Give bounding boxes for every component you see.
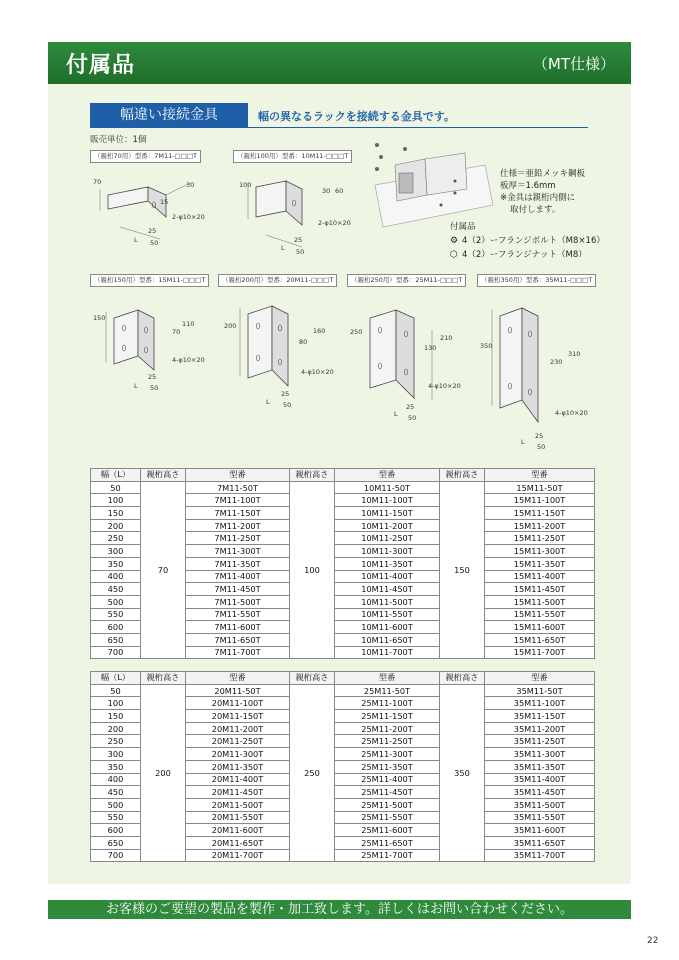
cell-height: 150 xyxy=(440,481,485,659)
bracket-drawing-70 xyxy=(90,165,230,250)
spec-note-2: 取付します。 xyxy=(510,205,561,215)
section-divider xyxy=(90,127,588,128)
cell-model: 20M11-250T xyxy=(186,735,290,748)
dim-c: 25 xyxy=(294,236,303,244)
cell-model: 35M11-350T xyxy=(485,760,595,773)
dim-b: 15 xyxy=(160,198,169,206)
cell-model: 7M11-350T xyxy=(186,557,290,570)
accessory-bolt: 4（2）ーフランジボルト（M8×16） xyxy=(462,236,605,246)
cell-model: 20M11-400T xyxy=(186,773,290,786)
cell-model: 25M11-100T xyxy=(335,697,440,710)
cell-model: 15M11-500T xyxy=(485,595,595,608)
cell-model: 15M11-50T xyxy=(485,481,595,494)
cell-model: 7M11-100T xyxy=(186,494,290,507)
cell-width: 100 xyxy=(91,697,141,710)
cell-model: 35M11-400T xyxy=(485,773,595,786)
col-width: 幅（L） xyxy=(91,469,141,482)
cell-model: 35M11-300T xyxy=(485,748,595,761)
bracket-drawing-150 xyxy=(100,300,220,395)
dim-l: L xyxy=(281,244,285,252)
dim-c: 25 xyxy=(281,390,290,398)
dim-a: 30 xyxy=(322,187,331,195)
cell-width: 50 xyxy=(91,481,141,494)
col-height: 親桁高さ xyxy=(290,469,335,482)
dim-hole: 4-φ10×20 xyxy=(172,356,205,364)
cell-model: 20M11-700T xyxy=(186,849,290,862)
col-height: 親桁高さ xyxy=(290,672,335,685)
cell-model: 10M11-600T xyxy=(335,621,440,634)
model-table-2 xyxy=(90,671,595,862)
table-row xyxy=(91,481,595,494)
cell-model: 35M11-700T xyxy=(485,849,595,862)
cell-model: 20M11-50T xyxy=(186,684,290,697)
dim-c: 25 xyxy=(406,403,415,411)
cell-model: 20M11-300T xyxy=(186,748,290,761)
cell-width: 50 xyxy=(91,684,141,697)
section-title: 幅違い接続金具 xyxy=(90,103,248,127)
cell-width: 150 xyxy=(91,710,141,723)
bolt-icon: ⚙ xyxy=(450,236,459,246)
cell-model: 35M11-650T xyxy=(485,836,595,849)
bracket-drawing-350 xyxy=(490,300,600,455)
cell-model: 7M11-150T xyxy=(186,507,290,520)
dim-c: 25 xyxy=(535,432,544,440)
dim-a: 110 xyxy=(182,320,195,328)
dim-d: 50 xyxy=(150,384,159,392)
cell-model: 10M11-50T xyxy=(335,481,440,494)
accessories-title: 付属品 xyxy=(450,222,476,232)
table-body xyxy=(91,684,595,862)
cell-model: 25M11-50T xyxy=(335,684,440,697)
cell-width: 600 xyxy=(91,824,141,837)
dim-height: 250 xyxy=(350,328,363,336)
bracket-drawing-250 xyxy=(360,300,470,425)
dim-hole: 4-φ10×20 xyxy=(555,409,588,417)
figure-label-150: （親桁150用）型番：15M11-□□□T xyxy=(90,274,209,287)
cell-model: 15M11-350T xyxy=(485,557,595,570)
footer-banner: お客様のご要望の製品を製作・加工致します。詳しくはお問い合わせください。 xyxy=(48,900,631,919)
cell-model: 25M11-200T xyxy=(335,722,440,735)
cell-model: 10M11-700T xyxy=(335,646,440,659)
dim-l: L xyxy=(521,438,525,446)
cell-width: 650 xyxy=(91,836,141,849)
dim-d: 50 xyxy=(537,443,546,451)
cell-model: 7M11-300T xyxy=(186,545,290,558)
page-header xyxy=(48,42,631,84)
cell-model: 20M11-100T xyxy=(186,697,290,710)
dim-d: 50 xyxy=(408,414,417,422)
cell-model: 25M11-300T xyxy=(335,748,440,761)
cell-model: 20M11-150T xyxy=(186,710,290,723)
cell-model: 15M11-250T xyxy=(485,532,595,545)
cell-width: 350 xyxy=(91,557,141,570)
dim-height: 70 xyxy=(93,178,102,186)
cell-width: 400 xyxy=(91,570,141,583)
spec-thickness: 板厚＝1.6mm xyxy=(500,181,556,191)
dim-l: L xyxy=(134,236,138,244)
cell-model: 15M11-650T xyxy=(485,633,595,646)
cell-width: 650 xyxy=(91,633,141,646)
cell-width: 700 xyxy=(91,646,141,659)
cell-model: 20M11-350T xyxy=(186,760,290,773)
cell-model: 7M11-650T xyxy=(186,633,290,646)
dim-a2: 230 xyxy=(550,358,563,366)
spec-tag: （MT仕様） xyxy=(532,55,615,73)
cell-model: 15M11-400T xyxy=(485,570,595,583)
col-model: 型番 xyxy=(485,469,595,482)
spec-block xyxy=(500,168,585,216)
cell-model: 15M11-550T xyxy=(485,608,595,621)
cell-model: 35M11-600T xyxy=(485,824,595,837)
table-body xyxy=(91,481,595,659)
figure-label-100: （親桁100用）型番：10M11-□□□T xyxy=(233,150,352,163)
cell-width: 600 xyxy=(91,621,141,634)
cell-width: 250 xyxy=(91,532,141,545)
cell-model: 20M11-550T xyxy=(186,811,290,824)
cell-height: 100 xyxy=(290,481,335,659)
cell-model: 35M11-100T xyxy=(485,697,595,710)
cell-model: 10M11-250T xyxy=(335,532,440,545)
cell-width: 550 xyxy=(91,811,141,824)
dim-d: 50 xyxy=(283,401,292,409)
cell-model: 35M11-150T xyxy=(485,710,595,723)
dim-c: 25 xyxy=(148,227,157,235)
dim-height: 100 xyxy=(239,181,252,189)
cell-model: 10M11-300T xyxy=(335,545,440,558)
figure-label-200: （親桁200用）型番：20M11-□□□T xyxy=(218,274,337,287)
cell-model: 35M11-50T xyxy=(485,684,595,697)
cell-model: 10M11-200T xyxy=(335,519,440,532)
cell-width: 250 xyxy=(91,735,141,748)
dim-l: L xyxy=(394,410,398,418)
cell-model: 7M11-50T xyxy=(186,481,290,494)
accessory-nut: 4（2）ーフランジナット（M8） xyxy=(462,250,587,260)
cell-model: 10M11-500T xyxy=(335,595,440,608)
cell-width: 150 xyxy=(91,507,141,520)
dim-height: 200 xyxy=(224,322,237,330)
figure-label-250: （親桁250用）型番：25M11-□□□T xyxy=(347,274,466,287)
cell-model: 10M11-350T xyxy=(335,557,440,570)
cell-model: 25M11-700T xyxy=(335,849,440,862)
cell-model: 7M11-600T xyxy=(186,621,290,634)
dim-a: 310 xyxy=(568,350,581,358)
cell-model: 25M11-250T xyxy=(335,735,440,748)
cell-model: 10M11-100T xyxy=(335,494,440,507)
dim-a2: 130 xyxy=(424,344,437,352)
cell-model: 7M11-550T xyxy=(186,608,290,621)
cell-model: 35M11-500T xyxy=(485,798,595,811)
dim-a2: 70 xyxy=(172,328,181,336)
dim-l: L xyxy=(266,398,270,406)
cell-width: 450 xyxy=(91,786,141,799)
cell-width: 550 xyxy=(91,608,141,621)
cell-model: 15M11-150T xyxy=(485,507,595,520)
cell-height: 70 xyxy=(141,481,186,659)
dim-hole: 4-φ10×20 xyxy=(428,382,461,390)
cell-height: 200 xyxy=(141,684,186,862)
cell-model: 25M11-400T xyxy=(335,773,440,786)
figure-label-350: （親桁350用）型番：35M11-□□□T xyxy=(477,274,596,287)
col-width: 幅（L） xyxy=(91,672,141,685)
sales-unit: 販売単位：1個 xyxy=(90,135,147,145)
page-number: 22 xyxy=(647,936,659,946)
cell-model: 10M11-450T xyxy=(335,583,440,596)
dim-a2: 60 xyxy=(335,187,344,195)
cell-model: 10M11-650T xyxy=(335,633,440,646)
dim-a: 160 xyxy=(313,327,326,335)
accessories-block xyxy=(450,220,605,262)
spec-note: ※金具は親桁内側に xyxy=(500,193,576,203)
section-description: 幅の異なるラックを接続する金具です。 xyxy=(258,110,455,123)
col-model: 型番 xyxy=(335,469,440,482)
cell-model: 25M11-600T xyxy=(335,824,440,837)
cell-model: 10M11-400T xyxy=(335,570,440,583)
col-height: 親桁高さ xyxy=(141,672,186,685)
cell-model: 25M11-500T xyxy=(335,798,440,811)
dim-a: 30 xyxy=(186,181,195,189)
cell-width: 350 xyxy=(91,760,141,773)
col-model: 型番 xyxy=(186,469,290,482)
cell-model: 7M11-400T xyxy=(186,570,290,583)
page-title: 付属品 xyxy=(66,53,136,78)
cell-width: 300 xyxy=(91,748,141,761)
col-model: 型番 xyxy=(485,672,595,685)
col-model: 型番 xyxy=(335,672,440,685)
dim-height: 150 xyxy=(93,314,106,322)
cell-width: 700 xyxy=(91,849,141,862)
col-height: 親桁高さ xyxy=(440,672,485,685)
cell-width: 200 xyxy=(91,519,141,532)
bracket-drawing-100 xyxy=(236,165,366,260)
cell-model: 15M11-300T xyxy=(485,545,595,558)
cell-model: 25M11-450T xyxy=(335,786,440,799)
dim-d: 50 xyxy=(296,248,305,256)
dim-hole: 4-φ10×20 xyxy=(301,368,334,376)
cell-model: 25M11-650T xyxy=(335,836,440,849)
cell-height: 250 xyxy=(290,684,335,862)
cell-width: 500 xyxy=(91,595,141,608)
col-height: 親桁高さ xyxy=(440,469,485,482)
cell-width: 450 xyxy=(91,583,141,596)
cell-model: 35M11-200T xyxy=(485,722,595,735)
cell-model: 35M11-450T xyxy=(485,786,595,799)
cell-model: 20M11-500T xyxy=(186,798,290,811)
spec-material: 仕様＝亜鉛メッキ鋼板 xyxy=(500,169,586,179)
cell-model: 15M11-600T xyxy=(485,621,595,634)
dim-a2: 80 xyxy=(299,338,308,346)
cell-width: 300 xyxy=(91,545,141,558)
cell-model: 7M11-700T xyxy=(186,646,290,659)
cell-model: 25M11-550T xyxy=(335,811,440,824)
table-header-row xyxy=(91,672,595,685)
cell-width: 100 xyxy=(91,494,141,507)
cell-width: 500 xyxy=(91,798,141,811)
nut-icon: ⬡ xyxy=(450,250,458,260)
cell-model: 10M11-150T xyxy=(335,507,440,520)
col-model: 型番 xyxy=(186,672,290,685)
cell-model: 35M11-250T xyxy=(485,735,595,748)
cell-model: 15M11-100T xyxy=(485,494,595,507)
cell-model: 15M11-700T xyxy=(485,646,595,659)
dim-height: 350 xyxy=(480,342,493,350)
col-height: 親桁高さ xyxy=(141,469,186,482)
dim-l: L xyxy=(134,382,138,390)
dim-c: 25 xyxy=(148,373,157,381)
cell-model: 7M11-200T xyxy=(186,519,290,532)
table-header-row xyxy=(91,469,595,482)
figure-label-70: （親桁70用）型番：7M11-□□□T xyxy=(90,150,201,163)
cell-model: 7M11-500T xyxy=(186,595,290,608)
table-row xyxy=(91,684,595,697)
cell-model: 7M11-250T xyxy=(186,532,290,545)
cell-width: 400 xyxy=(91,773,141,786)
cell-model: 20M11-650T xyxy=(186,836,290,849)
cell-model: 20M11-450T xyxy=(186,786,290,799)
model-table-1 xyxy=(90,468,595,659)
cell-model: 15M11-450T xyxy=(485,583,595,596)
dim-a: 210 xyxy=(440,334,453,342)
cell-model: 20M11-600T xyxy=(186,824,290,837)
dim-d: 50 xyxy=(150,239,159,247)
dim-hole: 2-φ10×20 xyxy=(318,219,351,227)
cell-model: 20M11-200T xyxy=(186,722,290,735)
cell-model: 7M11-450T xyxy=(186,583,290,596)
cell-model: 10M11-550T xyxy=(335,608,440,621)
cell-width: 200 xyxy=(91,722,141,735)
cell-model: 25M11-150T xyxy=(335,710,440,723)
cell-model: 15M11-200T xyxy=(485,519,595,532)
dim-hole: 2-φ10×20 xyxy=(172,213,205,221)
cell-model: 35M11-550T xyxy=(485,811,595,824)
cell-model: 25M11-350T xyxy=(335,760,440,773)
cell-height: 350 xyxy=(440,684,485,862)
